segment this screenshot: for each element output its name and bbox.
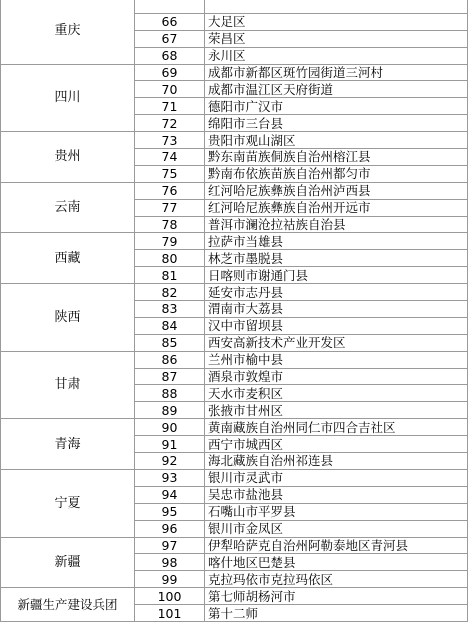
table-row [1,0,468,13]
number-cell[interactable]: 68 [135,47,205,64]
number-cell[interactable]: 78 [135,216,205,233]
number-cell[interactable]: 98 [135,554,205,571]
table-row [1,182,468,199]
district-cell[interactable]: 荣昌区 [205,30,468,47]
district-cell[interactable]: 兰州市榆中县 [205,351,468,368]
number-cell[interactable]: 75 [135,165,205,182]
number-cell[interactable]: 89 [135,402,205,419]
number-cell[interactable]: 81 [135,267,205,284]
district-cell[interactable]: 成都市温江区天府街道 [205,81,468,98]
number-cell[interactable]: 82 [135,284,205,301]
table-row [1,588,468,605]
district-cell[interactable]: 黔南布依族苗族自治州都匀市 [205,165,468,182]
province-cell[interactable]: 新疆生产建设兵团 [1,588,135,622]
number-cell[interactable]: 87 [135,368,205,385]
number-cell[interactable]: 97 [135,537,205,554]
number-cell[interactable]: 101 [135,605,205,622]
number-cell[interactable]: 93 [135,469,205,486]
district-cell[interactable]: 拉萨市当雄县 [205,233,468,250]
province-cell[interactable]: 云南 [1,182,135,233]
district-cell[interactable]: 汉中市留坝县 [205,317,468,334]
province-cell[interactable]: 西藏 [1,233,135,284]
district-cell[interactable]: 天水市麦积区 [205,385,468,402]
province-cell[interactable]: 青海 [1,419,135,470]
district-cell[interactable]: 黔东南苗族侗族自治州榕江县 [205,149,468,166]
number-cell[interactable]: 83 [135,301,205,318]
number-cell[interactable] [135,0,205,13]
number-cell[interactable]: 71 [135,98,205,115]
district-cell[interactable]: 德阳市广汉市 [205,98,468,115]
district-cell[interactable]: 黄南藏族自治州同仁市四合吉社区 [205,419,468,436]
number-cell[interactable]: 67 [135,30,205,47]
table-row [1,469,468,486]
number-cell[interactable]: 73 [135,132,205,149]
table-row [1,419,468,436]
number-cell[interactable]: 94 [135,486,205,503]
district-cell[interactable]: 成都市新都区斑竹园街道三河村 [205,64,468,81]
district-cell[interactable]: 红河哈尼族彝族自治州泸西县 [205,182,468,199]
table-row [1,64,468,81]
district-cell[interactable]: 海北藏族自治州祁连县 [205,453,468,470]
number-cell[interactable]: 92 [135,453,205,470]
number-cell[interactable]: 79 [135,233,205,250]
district-cell[interactable]: 绵阳市三台县 [205,115,468,132]
district-cell[interactable]: 渭南市大荔县 [205,301,468,318]
number-cell[interactable]: 88 [135,385,205,402]
district-cell[interactable]: 银川市灵武市 [205,469,468,486]
district-cell[interactable]: 第十二师 [205,605,468,622]
number-cell[interactable]: 70 [135,81,205,98]
number-cell[interactable]: 90 [135,419,205,436]
province-cell[interactable]: 甘肃 [1,351,135,419]
number-cell[interactable]: 76 [135,182,205,199]
table-row [1,537,468,554]
province-cell[interactable]: 宁夏 [1,469,135,537]
province-cell[interactable]: 四川 [1,64,135,132]
province-cell[interactable]: 贵州 [1,132,135,183]
number-cell[interactable]: 80 [135,250,205,267]
table-row [1,132,468,149]
district-cell[interactable]: 贵阳市观山湖区 [205,132,468,149]
number-cell[interactable]: 91 [135,436,205,453]
number-cell[interactable]: 96 [135,520,205,537]
number-cell[interactable]: 74 [135,149,205,166]
district-cell[interactable]: 日喀则市谢通门县 [205,267,468,284]
number-cell[interactable]: 86 [135,351,205,368]
district-cell[interactable]: 张掖市甘州区 [205,402,468,419]
number-cell[interactable]: 84 [135,317,205,334]
district-cell[interactable]: 克拉玛依市克拉玛依区 [205,571,468,588]
district-cell[interactable]: 酒泉市敦煌市 [205,368,468,385]
district-cell[interactable]: 西宁市城西区 [205,436,468,453]
number-cell[interactable]: 99 [135,571,205,588]
district-cell[interactable]: 西安高新技术产业开发区 [205,334,468,351]
number-cell[interactable]: 77 [135,199,205,216]
number-cell[interactable]: 85 [135,334,205,351]
district-cell[interactable]: 永川区 [205,47,468,64]
table-body [1,0,468,621]
number-cell[interactable]: 66 [135,13,205,30]
district-cell[interactable]: 普洱市澜沧拉祜族自治县 [205,216,468,233]
province-cell[interactable]: 重庆 [1,0,135,64]
table-row [1,351,468,368]
district-cell[interactable]: 石嘴山市平罗县 [205,503,468,520]
district-cell[interactable]: 银川市金凤区 [205,520,468,537]
table-row [1,284,468,301]
district-cell[interactable]: 伊犁哈萨克自治州阿勒泰地区青河县 [205,537,468,554]
table-row [1,233,468,250]
district-cell[interactable]: 延安市志丹县 [205,284,468,301]
number-cell[interactable]: 100 [135,588,205,605]
district-cell[interactable]: 林芝市墨脱县 [205,250,468,267]
province-cell[interactable]: 陕西 [1,284,135,352]
district-cell[interactable]: 喀什地区巴楚县 [205,554,468,571]
district-cell[interactable]: 红河哈尼族彝族自治州开远市 [205,199,468,216]
number-cell[interactable]: 95 [135,503,205,520]
number-cell[interactable]: 72 [135,115,205,132]
number-cell[interactable]: 69 [135,64,205,81]
district-cell[interactable] [205,0,468,13]
province-cell[interactable]: 新疆 [1,537,135,588]
district-cell[interactable]: 大足区 [205,13,468,30]
district-cell[interactable]: 第七师胡杨河市 [205,588,468,605]
district-cell[interactable]: 吴忠市盐池县 [205,486,468,503]
